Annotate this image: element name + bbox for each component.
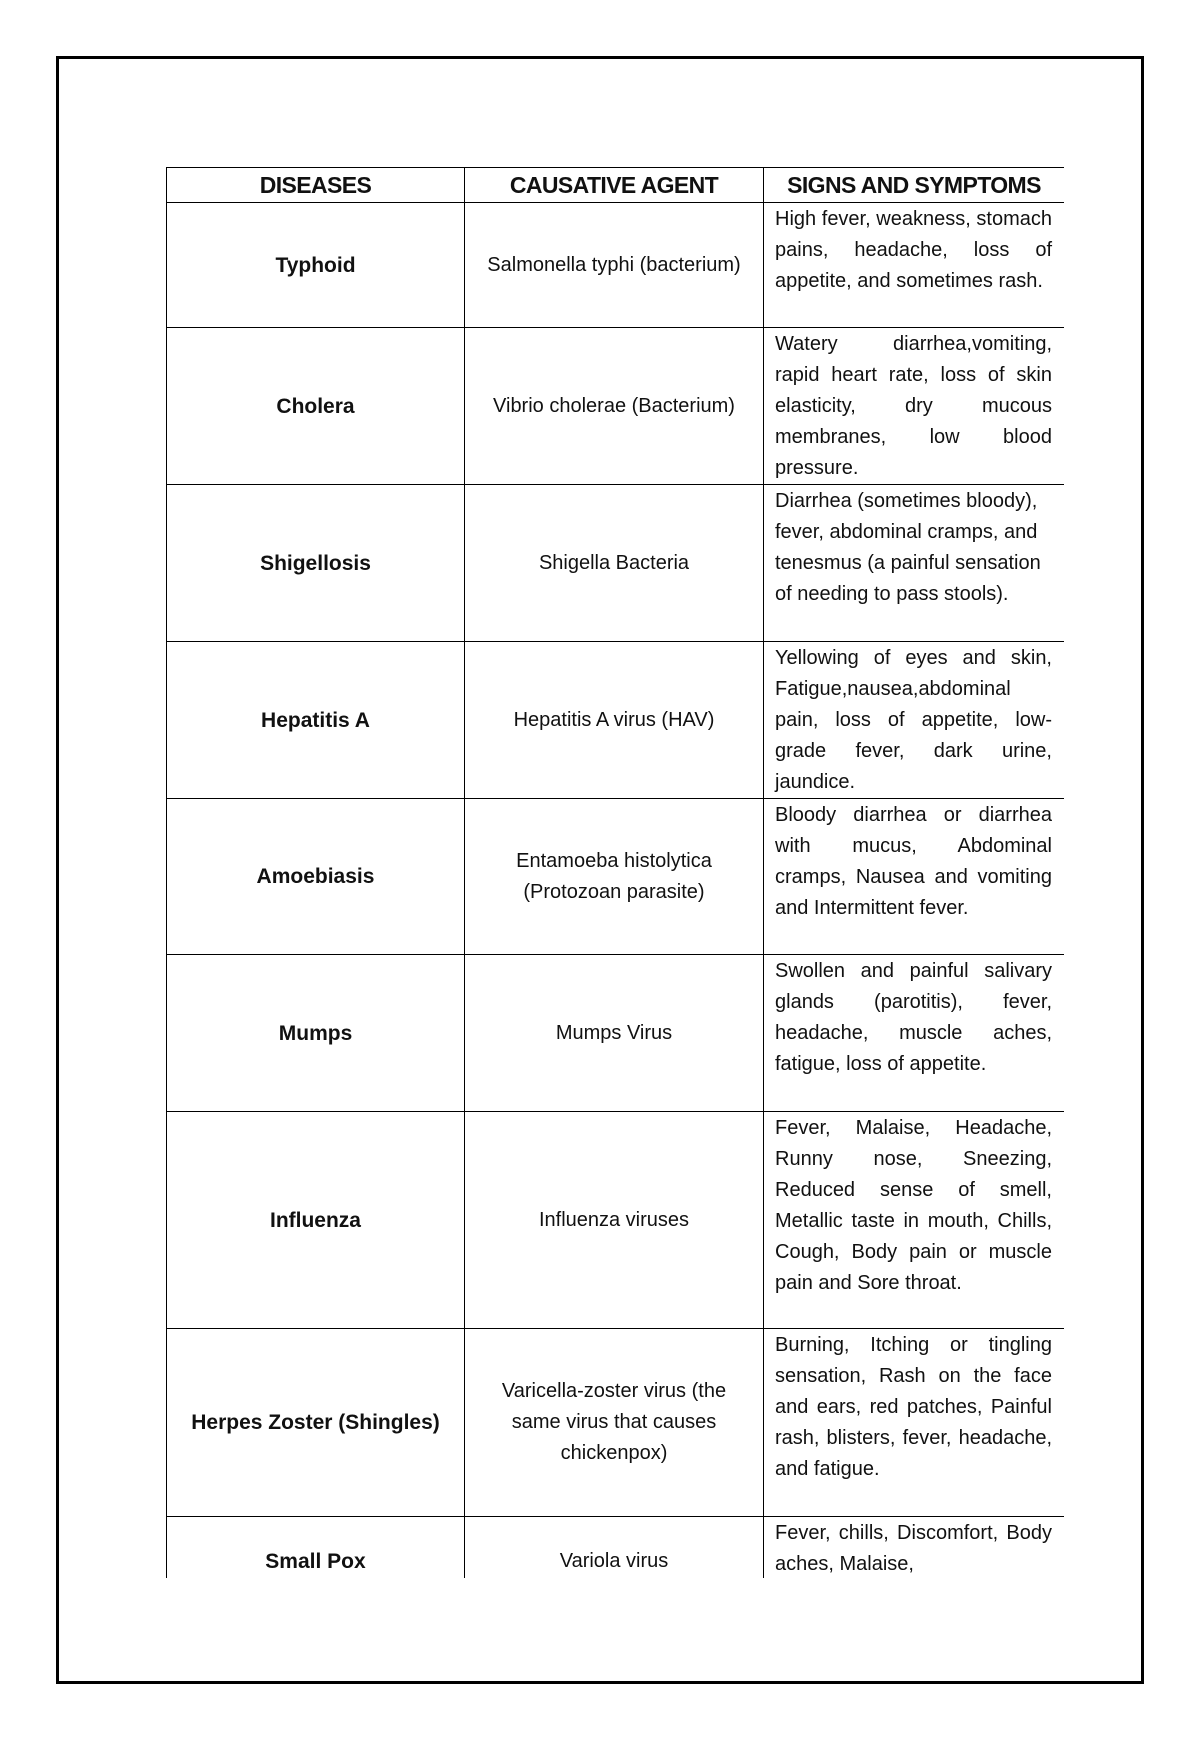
agent-cell: Salmonella typhi (bacterium) [465, 203, 764, 328]
table-row [167, 1329, 1065, 1517]
disease-cell: Small Pox [167, 1517, 465, 1579]
disease-cell: Shigellosis [167, 485, 465, 642]
agent-cell: Shigella Bacteria [465, 485, 764, 642]
agent-cell: Varicella-zoster virus (the same virus that causes chickenpox) [465, 1329, 764, 1517]
table-container [166, 167, 1064, 1578]
signs-cell: Yellowing of eyes and skin, Fatigue,nausea,abdominal pain, loss of appetite, low-grade fever, dark urine, jaundice. [764, 642, 1065, 799]
table-row [167, 799, 1065, 955]
disease-cell: Mumps [167, 955, 465, 1112]
table-row [167, 642, 1065, 799]
disease-cell: Cholera [167, 328, 465, 485]
header-diseases: DISEASES [167, 168, 465, 203]
signs-cell: Burning, Itching or tingling sensation, Rash on the face and ears, red patches, Painful rash, blisters, fever, headache, and fatigue. [764, 1329, 1065, 1517]
disease-cell: Amoebiasis [167, 799, 465, 955]
signs-cell: High fever, weakness, stomach pains, headache, loss of appetite, and sometimes rash. [764, 203, 1065, 328]
table-header-row [167, 168, 1065, 203]
signs-cell: Fever, chills, Discomfort, Body aches, Malaise, [764, 1517, 1065, 1579]
table-row [167, 328, 1065, 485]
agent-cell: Entamoeba histolytica (Protozoan parasite) [465, 799, 764, 955]
disease-cell: Typhoid [167, 203, 465, 328]
agent-cell: Influenza viruses [465, 1112, 764, 1329]
table-row [167, 1517, 1065, 1579]
agent-cell: Variola virus [465, 1517, 764, 1579]
header-signs-and-symptoms: SIGNS AND SYMPTOMS [764, 168, 1065, 203]
disease-cell: Herpes Zoster (Shingles) [167, 1329, 465, 1517]
agent-cell: Mumps Virus [465, 955, 764, 1112]
diseases-table [166, 167, 1064, 1578]
table-row [167, 955, 1065, 1112]
signs-cell: Watery diarrhea,vomiting, rapid heart rate, loss of skin elasticity, dry mucous membranes, low blood pressure. [764, 328, 1065, 485]
signs-cell: Fever, Malaise, Headache, Runny nose, Sneezing, Reduced sense of smell, Metallic taste in mouth, Chills, Cough, Body pain or muscle pain and Sore throat. [764, 1112, 1065, 1329]
table-row [167, 485, 1065, 642]
signs-cell: Diarrhea (sometimes bloody), fever, abdominal cramps, and tenesmus (a painful sensation of needing to pass stools). [764, 485, 1065, 642]
signs-cell: Bloody diarrhea or diarrhea with mucus, Abdominal cramps, Nausea and vomiting and Intermittent fever. [764, 799, 1065, 955]
agent-cell: Hepatitis A virus (HAV) [465, 642, 764, 799]
header-causative-agent: CAUSATIVE AGENT [465, 168, 764, 203]
signs-cell: Swollen and painful salivary glands (parotitis), fever, headache, muscle aches, fatigue, loss of appetite. [764, 955, 1065, 1112]
table-row [167, 1112, 1065, 1329]
table-row [167, 203, 1065, 328]
disease-cell: Influenza [167, 1112, 465, 1329]
disease-cell: Hepatitis A [167, 642, 465, 799]
agent-cell: Vibrio cholerae (Bacterium) [465, 328, 764, 485]
